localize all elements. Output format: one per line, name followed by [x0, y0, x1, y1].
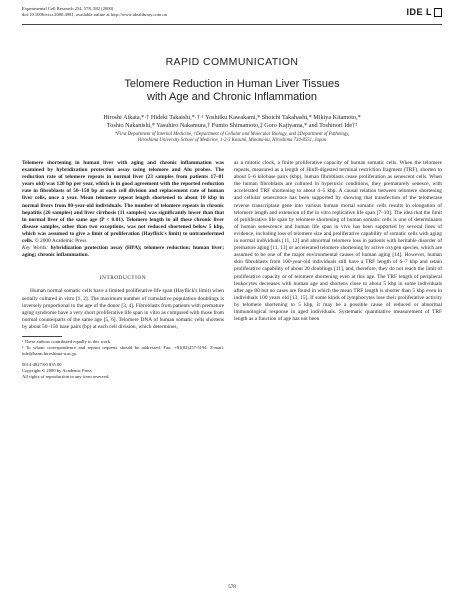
rights-line: All rights of reproduction in any form reserved. [22, 373, 110, 379]
header-rule [22, 24, 442, 25]
left-column [22, 160, 224, 379]
keywords-text: hybridization protection assay (HPA); telomere reduction; human liver; aging; chronic inflammation. [22, 245, 224, 259]
affiliation-line-2: Hiroshima University School of Medicine, 1-2-3 Kasumi, Minami-ku, Hiroshima 734-8551, Japan [137, 138, 327, 143]
abstract-text: Telomere shortening in human liver with aging and chronic inflammation was examined by hybridization protection assay using telomere and Alu probes. The reduction rate of telomere repeats in normal liver (23 samples from patients 17–81 years old) was 120 bp per year, which is in good agreement with the reported reduction rate in fibroblasts of 50–150 bp at each cell division and replacement rate of human liver cells, once a year. Mean telomere repeat length shortened to about 10 kbp in normal livers from 80-year-old individuals. The number of telomere repeats in chronic hepatitis (26 samples) and liver cirrhosis (11 samples) was significantly lower than that in normal liver of the same age (P < 0.01). Telomere length in all these chronic liver disease samples, other than two exceptions, was not reduced shortened below 5 kbp, which was assumed to give a limit of proliferation (Hayflick's limit) to untransformed cells. [22, 160, 224, 245]
logo-square-icon [434, 8, 442, 17]
affiliations [40, 132, 424, 144]
footnote-2: ² To whom correspondence and reprint requests should be addressed. Fax: +81(82)257-5194. E-mail: tide@harm.hiroshima-u.ac.jp. [22, 344, 224, 356]
introduction-heading: INTRODUCTION [99, 275, 147, 282]
affiliation-line-1: *First Department of Internal Medicine, †Department of Cellular and Molecular Biology, and ‡Department of Pathology, [114, 132, 350, 137]
copyright-line: Copyright © 2000 by Academic Press [22, 367, 92, 373]
footnote-1: ¹ These authors contributed equally to this work. [22, 338, 112, 344]
right-column-paragraph: as a mitotic clock, a finite proliferative capacity of human somatic cells. When the telomere repeats, measured as a length of HinfI-digested terminal restriction fragment (TRF), shorten to about 5–6 kilobase pairs (kbp), human fibroblasts cease proliferation as senescent cells. When the human fibroblasts are cultured in hyperoxic conditions, they prematurely senesce, with accelerated TRF shortening to about 4–5 kbp. A causal relation between telomere shortening and cellular senescence has been supported by showing that transfection of the telomerase reverse transcriptase gene into various human mortal somatic cells results in elongation of telomere length and extension of the in vitro replicative life span [7–10]. The idea that the limit of proliferative life span by telomere shortening of human somatic cells is one of determinants of human senescence and human life span in vivo has been supported by several lines of evidence, including loss of telomere size and proliferative capability of somatic cells with aging in normal individuals [11, 12] and abnormal telomere loss in patients with heritable disorder of premature aging [11, 13] or accelerated telomere shortening by active oxygen species, which are assumed to be one of the major environmental causes of human aging [14]. However, human skin fibroblasts from 100-year-old individuals still have a TRF length of 6–7 kbp and retain proliferative capability of about 20 doublings [11], and, therefore, they do not reach the limit of proliferative capacity or of telomere shortening even at this age. The TRF length of peripheral leukocytes decreases with human age and shortens close to about 5 kbp in some individuals after age 80 but no cases are found in which the mean TRF length is shorter than 5 kbp even in individuals 100 years old [13, 15]. If some kinds of lymphocytes lose their proliferative activity by telomere shortening to 5 kbp, it may be a possible cause of reduced or abnormal immunological response in aged individuals. Systematic quantitative measurement of TRF length as a function of age has not been [234, 160, 442, 323]
abstract [22, 160, 224, 245]
right-column [234, 160, 442, 323]
title-line-1: Telomere Reduction in Human Liver Tissues [124, 78, 340, 90]
keywords [22, 245, 224, 259]
introduction [22, 288, 224, 331]
running-header [22, 6, 442, 17]
keywords-label: Key Words: [22, 245, 49, 252]
price-code: 0014-4827/00 $35.00 [22, 362, 62, 368]
article-title [60, 78, 404, 104]
intro-paragraph: Human normal somatic cells have a limited proliferative life span (Hayflick's limit) when serially cultured in vitro [1, 2]. The maximum number of cumulative population doublings is inversely proportional to the age of the donor [3, 4]. Fibroblasts from patients with premature aging syndrome have a very short proliferative life span in vitro as compared with those from normal counterparts of the same age [5, 6]. Telomere DNA of human somatic cells shortens by about 50–150 base pairs (bp) at each cell division, which determines, [22, 288, 224, 330]
publisher-logo [406, 8, 442, 17]
author-list [40, 114, 424, 130]
article-type: RAPID COMMUNICATION [165, 56, 299, 68]
doi-line[interactable]: doi:10.1006/excr.2000.4981, available online at http://www.idealibrary.com on [22, 11, 167, 17]
title-line-2: with Age and Chronic Inflammation [147, 91, 317, 103]
logo-text: IDE L [406, 6, 432, 17]
page-number: 578 [228, 584, 236, 590]
authors-line-2: Toshio Nakanishi,* Yasuhiro Nakamura,† Fumio Shimamoto,‡ Goro Kajiyama,* and Toshinori Ide†² [106, 122, 358, 129]
authors-line-1: Hiroshi Aikata,*·† Hideki Takaishi,*·†·¹ Yoshiiku Kawakami,* Shoichi Takahashi,* Mikiya Kitamoto,* [103, 114, 361, 121]
footnote-rule [22, 336, 62, 337]
abstract-copyright: © 2000 Academic Press [34, 238, 87, 245]
copyright-block [22, 362, 224, 379]
journal-citation: Experimental Cell Research 254, 578–582 (2000) [22, 6, 114, 11]
